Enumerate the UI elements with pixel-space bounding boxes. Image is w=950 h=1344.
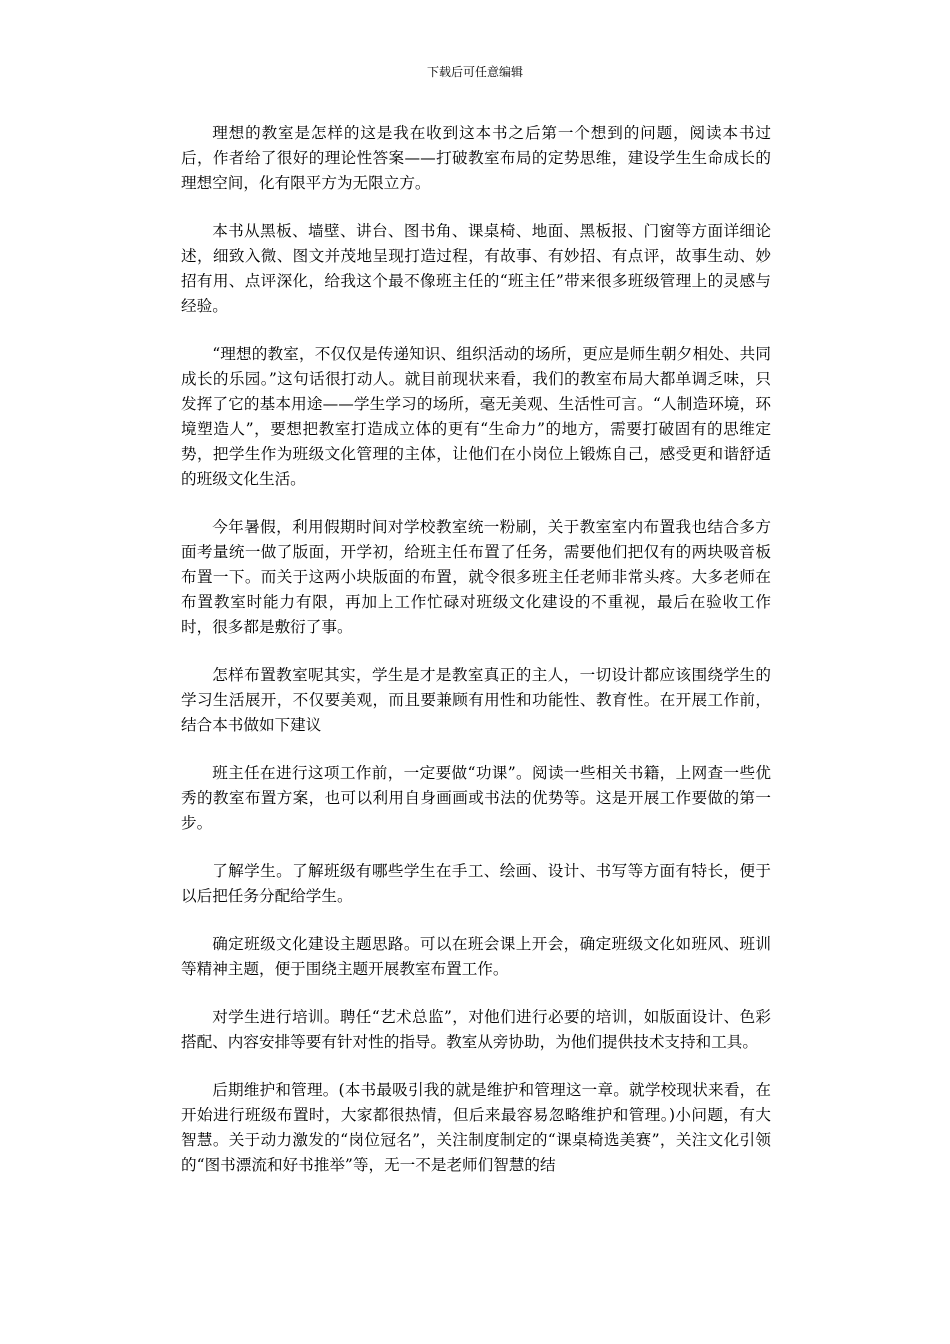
paragraph: 今年暑假，利用假期时间对学校教室统一粉刷，关于教室室内布置我也结合多方面考量统一做了版面，开学初，给班主任布置了任务，需要他们把仅有的两块吸音板布置一下。而关于这两小块版面的布置，就令很多班主任老师非常头疼。大多老师在布置教室时能力有限，再加上工作忙碌对班级文化建设的不重视，最后在验收工作时，很多都是敷衍了事。 bbox=[181, 518, 771, 636]
page-header: 下载后可任意编辑 bbox=[426, 65, 523, 79]
paragraph: 理想的教室是怎样的这是我在收到这本书之后第一个想到的问题，阅读本书过后，作者给了很好的理论性答案——打破教室布局的定势思维，建设学生生命成长的理想空间，化有限平方为无限立方。 bbox=[181, 124, 771, 192]
paragraph: 后期维护和管理。(本书最吸引我的就是维护和管理这一章。就学校现状来看，在开始进行班级布置时，大家都很热情，但后来最容易忽略维护和管理。)小问题，有大智慧。关于动力激发的“岗位冠名”，关注制度制定的“课桌椅选美赛”，关注文化引领的“图书漂流和好书推举”等，无一不是老师们智慧的结 bbox=[181, 1081, 771, 1174]
paragraph: 本书从黑板、墙壁、讲台、图书角、课桌椅、地面、黑板报、门窗等方面详细论述，细致入微、图文并茂地呈现打造过程，有故事、有妙招、有点评，故事生动、妙招有用、点评深化，给我这个最不像班主任的“班主任”带来很多班级管理上的灵感与经验。 bbox=[181, 222, 771, 315]
paragraph: 班主任在进行这项工作前，一定要做“功课”。阅读一些相关书籍，上网查一些优秀的教室布置方案，也可以利用自身画画或书法的优势等。这是开展工作要做的第一步。 bbox=[181, 764, 771, 832]
paragraph: 怎样布置教室呢其实，学生是才是教室真正的主人，一切设计都应该围绕学生的学习生活展开，不仅要美观，而且要兼顾有用性和功能性、教育性。在开展工作前，结合本书做如下建议 bbox=[181, 666, 771, 734]
document-body bbox=[181, 121, 771, 1201]
paragraph: 确定班级文化建设主题思路。可以在班会课上开会，确定班级文化如班风、班训等精神主题，便于围绕主题开展教室布置工作。 bbox=[181, 935, 771, 978]
paragraph: 了解学生。了解班级有哪些学生在手工、绘画、设计、书写等方面有特长，便于以后把任务分配给学生。 bbox=[181, 862, 771, 905]
paragraph: “理想的教室，不仅仅是传递知识、组织活动的场所，更应是师生朝夕相处、共同成长的乐园。”这句话很打动人。就目前现状来看，我们的教室布局大都单调乏味，只发挥了它的基本用途——学生学习的场所，毫无美观、生活性可言。“人制造环境，环境塑造人”，要想把教室打造成立体的更有“生命力”的地方，需要打破固有的思维定势，把学生作为班级文化管理的主体，让他们在小岗位上锻炼自己，感受更和谐舒适的班级文化生活。 bbox=[181, 345, 771, 488]
paragraph: 对学生进行培训。聘任“艺术总监”，对他们进行必要的培训，如版面设计、色彩搭配、内容安排等要有针对性的指导。教室从旁协助，为他们提供技术支持和工具。 bbox=[181, 1008, 771, 1051]
